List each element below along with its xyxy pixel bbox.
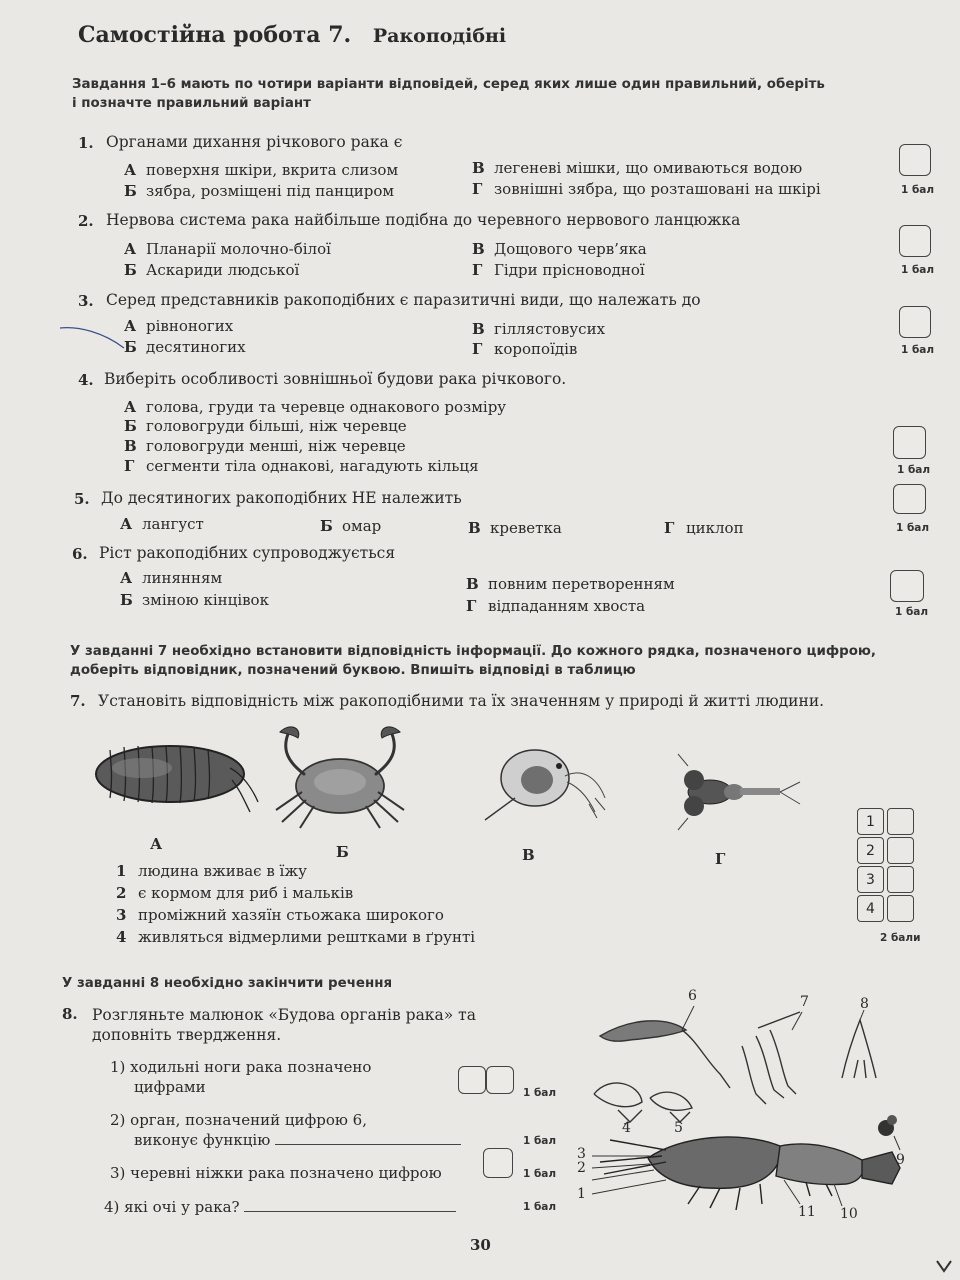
q8-number: 8.: [62, 1005, 78, 1023]
woodlouse-image: [80, 728, 260, 818]
q4-option-b[interactable]: Б головогруди більші, ніж черевце: [124, 417, 407, 435]
q5-score: 1 бал: [896, 522, 930, 534]
q2-score: 1 бал: [901, 264, 935, 276]
q4-option-d[interactable]: Г сегменти тіла однакові, нагадують кільця: [124, 457, 479, 475]
fig-label-1: 1: [577, 1186, 586, 1202]
q4-number: 4.: [78, 371, 94, 389]
q5-number: 5.: [74, 490, 90, 508]
q8-sub2-line1: 2) орган, позначений цифрою 6,: [110, 1111, 367, 1129]
q1-number: 1.: [78, 134, 94, 152]
q4-answer-box[interactable]: [893, 426, 926, 459]
q7-answer-grid: [857, 808, 917, 924]
q6-option-a[interactable]: А линянням: [120, 569, 223, 587]
q8-text-line2: доповніть твердження.: [92, 1026, 282, 1044]
q8-sub1-box-2[interactable]: [486, 1066, 514, 1094]
crab-image: [258, 722, 418, 832]
q2-answer-box[interactable]: [899, 225, 931, 257]
q3-option-d[interactable]: Г коропоїдів: [472, 340, 578, 358]
instructions-3: [62, 974, 392, 993]
q5-option-a[interactable]: А лангуст: [120, 515, 204, 533]
fig-label-9: 9: [896, 1152, 905, 1168]
q8-sub2-fill-line[interactable]: [275, 1144, 461, 1145]
fig-label-2: 2: [577, 1160, 586, 1176]
q4-option-a[interactable]: А голова, груди та черевце однакового розміру: [124, 398, 507, 416]
fig-label-5: 5: [674, 1120, 683, 1136]
q8-sub4-fill-line[interactable]: [244, 1211, 456, 1212]
q3-option-c[interactable]: В гіллястовусих: [472, 320, 606, 338]
q6-option-b[interactable]: Б зміною кінцівок: [120, 591, 269, 609]
q7-text: Установіть відповідність між ракоподібними та їх значенням у природі й житті людини.: [98, 692, 825, 710]
q1-answer-box[interactable]: [899, 144, 931, 176]
q8-sub2-score: 1 бал: [523, 1135, 557, 1147]
q7-score: 2 бали: [880, 932, 921, 944]
image-label-c: В: [522, 846, 535, 864]
q1-option-a[interactable]: А поверхня шкіри, вкрита слизом: [124, 161, 399, 179]
q8-sub3-answer-box[interactable]: [483, 1148, 513, 1178]
page-title: [78, 22, 506, 48]
image-label-d: Г: [715, 850, 726, 868]
q2-option-a[interactable]: А Планарії молочно-білої: [124, 240, 331, 258]
instructions-3-line1: У завданні 8 необхідно закінчити речення: [62, 976, 393, 991]
cyclops-image: [676, 752, 806, 832]
image-label-b: Б: [336, 843, 349, 861]
q2-number: 2.: [78, 212, 94, 230]
q1-option-b[interactable]: Б зябра, розміщені під панциром: [124, 182, 395, 200]
q7-item-1: 1 людина вживає в їжу: [116, 862, 307, 880]
grid-row-label-1: 1: [857, 808, 884, 835]
q8-sub3: 3) черевні ніжки рака позначено цифрою: [110, 1164, 442, 1182]
instructions-2-line2: доберіть відповідник, позначений буквою. Впишіть відповіді в таблицю: [70, 663, 636, 678]
chevron-down-icon: [934, 1256, 954, 1276]
q8-sub1-line2: цифрами: [134, 1078, 206, 1096]
q3-score: 1 бал: [901, 344, 935, 356]
daphnia-image: [455, 738, 615, 828]
fig-label-11: 11: [798, 1204, 816, 1220]
q7-item-3: 3 проміжний хазяїн стьожака широкого: [116, 906, 444, 924]
q4-text: Виберіть особливості зовнішньої будови рака річкового.: [104, 370, 567, 388]
instructions-1: [72, 75, 825, 113]
q4-score: 1 бал: [897, 464, 931, 476]
crayfish-organs-figure: [570, 990, 920, 1226]
q6-text: Ріст ракоподібних супроводжується: [99, 544, 396, 562]
grid-row-label-4: 4: [857, 895, 884, 922]
q2-option-c[interactable]: В Дощового черв’яка: [472, 240, 647, 258]
q1-option-c[interactable]: В легеневі мішки, що омиваються водою: [472, 159, 803, 177]
q3-number: 3.: [78, 292, 94, 310]
instructions-2: [70, 642, 876, 680]
instructions-1-line1: Завдання 1–6 мають по чотири варіанти відповідей, серед яких лише один правильний, оберіть: [72, 77, 825, 92]
q8-text-line1: Розгляньте малюнок «Будова органів рака» та: [92, 1006, 476, 1024]
q4-option-c[interactable]: В головогруди менші, ніж черевце: [124, 437, 406, 455]
fig-label-8: 8: [860, 996, 869, 1012]
q6-score: 1 бал: [895, 606, 929, 618]
q5-answer-box[interactable]: [893, 484, 926, 514]
fig-label-10: 10: [840, 1206, 858, 1222]
title-text: Самостійна робота 7.: [78, 22, 352, 48]
fig-label-3: 3: [577, 1146, 586, 1162]
q3-option-b[interactable]: Б десятиногих: [124, 338, 246, 356]
q6-option-d[interactable]: Г відпаданням хвоста: [466, 597, 646, 615]
q8-sub2-line2: виконує функцію: [134, 1131, 461, 1149]
fig-label-7: 7: [800, 994, 809, 1010]
q2-text: Нервова система рака найбільше подібна до черевного нервового ланцюжка: [106, 211, 741, 229]
q6-answer-box[interactable]: [890, 570, 924, 602]
image-label-a: А: [150, 835, 163, 853]
instructions-2-line1: У завданні 7 необхідно встановити відповідність інформації. До кожного рядка, позначеного цифрою,: [70, 644, 877, 659]
pen-mark-icon: [58, 322, 128, 352]
q8-sub3-score: 1 бал: [523, 1168, 557, 1180]
grid-answer-cell-3[interactable]: [887, 866, 914, 893]
q7-item-4: 4 живляться відмерлими рештками в ґрунті: [116, 928, 476, 946]
q2-option-b[interactable]: Б Аскариди людської: [124, 261, 300, 279]
q6-option-c[interactable]: В повним перетворенням: [466, 575, 675, 593]
grid-row-label-2: 2: [857, 837, 884, 864]
q8-sub1-line1: 1) ходильні ноги рака позначено: [110, 1058, 372, 1076]
fig-label-4: 4: [622, 1120, 631, 1136]
grid-answer-cell-4[interactable]: [887, 895, 914, 922]
q8-sub1-box-1[interactable]: [458, 1066, 486, 1094]
q5-option-b[interactable]: Б омар: [320, 517, 382, 535]
q8-sub1-score: 1 бал: [523, 1087, 557, 1099]
q8-sub1-answer-boxes: [458, 1066, 514, 1094]
q5-option-c[interactable]: В креветка: [468, 519, 562, 537]
page-number: 30: [470, 1236, 491, 1254]
q6-number: 6.: [72, 545, 88, 563]
grid-answer-cell-1[interactable]: [887, 808, 914, 835]
q8-sub4-score: 1 бал: [523, 1201, 557, 1213]
fig-label-6: 6: [688, 988, 697, 1004]
q3-answer-box[interactable]: [899, 306, 931, 338]
grid-row-label-3: 3: [857, 866, 884, 893]
instructions-1-line2: і позначте правильний варіант: [72, 96, 311, 111]
q3-option-a[interactable]: А рівноногих: [124, 317, 234, 335]
q7-item-2: 2 є кормом для риб і мальків: [116, 884, 354, 902]
q7-number: 7.: [70, 692, 86, 710]
subtitle-text: Ракоподібні: [372, 25, 507, 47]
q3-text: Серед представників ракоподібних є паразитичні види, що належать до: [106, 291, 701, 309]
grid-answer-cell-2[interactable]: [887, 837, 914, 864]
q2-option-d[interactable]: Г Гідри прісноводної: [472, 261, 645, 279]
q1-score: 1 бал: [901, 184, 935, 196]
q5-text: До десятиногих ракоподібних НЕ належить: [101, 489, 462, 507]
q8-sub4: 4) які очі у рака?: [104, 1198, 456, 1216]
q1-option-d[interactable]: Г зовнішні зябра, що розташовані на шкірі: [472, 180, 821, 198]
q1-text: Органами дихання річкового рака є: [106, 133, 403, 151]
q5-option-d[interactable]: Г циклоп: [664, 519, 744, 537]
